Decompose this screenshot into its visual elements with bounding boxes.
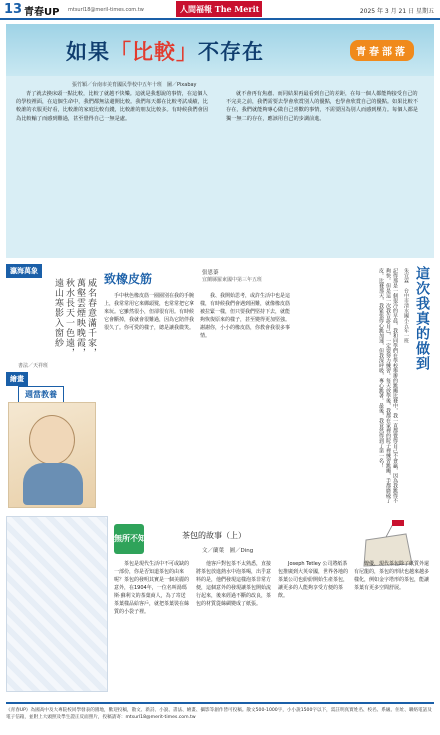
painting-label: 繪畫 [6,372,28,386]
middle-article [102,264,292,510]
title-suffix: （上） [222,531,246,540]
issue-date: 2025 年 3 月 21 日 星期五 [359,8,434,15]
calligraphy-poem: 威名春意滿千家，萬壑雲煙映晚霞，秋水長天一色遠，遠山寒影入窗紗 [53,278,96,358]
section-name: 青春UP [24,7,60,18]
title-quote: 「比較」 [110,40,198,64]
portrait-face [29,415,75,465]
article-body-left: 手中秋色橡皮筋一圈圈別在我的手腕上，我常常用它來綁頭髮，也常常把它拿來玩。它雖然很小，但卻很有用。有時候它會斷掉，我就會很難過，因為它陪伴我很久了。你可愛的樣子，總是讓我微笑。 [104,293,194,331]
left-panel [6,264,98,510]
article-body-col-3: Joseph Tetley 公司將紙茶包推廣到大英帝國，世界各地的茶葉公司也紛紛開始生產茶包，讓更多的人能夠享受方便的茶飲。 [278,561,348,599]
article-school: 宜蘭縣羅東國中第三年五班 [202,277,263,283]
cartoon-illustration [6,516,108,692]
calligraphy-credit: 書法／天祥班 [18,363,49,369]
contact-address: mtsurl18@meril-times.com.tw [68,7,144,13]
bottom-article [6,516,434,696]
painting-subtitle: 週當教養 [18,386,64,403]
article-body-col-2: 他客戶對包茶不太熟悉，直接將茶包放進熱水中泡茶喝，出乎意料的是，他們發現這樣泡茶非常方便，這個意外的發現讓茶包開始流行起來，後來經過不斷的改良，茶包的材質從絲綢變成了紙張。 [196,561,272,607]
page-header [0,0,440,20]
top-article [6,24,434,258]
portrait-body [23,463,83,505]
calligraphy-label: 瀛海萬象 [6,264,42,278]
article-body-col-1: 茶包是現代生活中不可或缺的一部份，你是否知道茶包的由來呢？茶包的發明其實是一個美麗的意外，在1904年，一位名叫湯瑪斯·蘇利文的茶葉商人，為了寄送茶葉樣品給客戶，就把茶葉裝在絲質的小袋子裡。 [114,561,190,615]
submission-notice: 《青春UP》為國高中及大專院校同學發表的園地，歡迎投稿，散文、新詩、小說、書法、繪畫、攝影等創作皆可投稿。散文500-1000字，小小說1500字以下，需註明真實姓名、校名、系級、住址、聯絡電話及電子信箱，並附上大頭照及學生證正反面照片，投稿請寄：mtsurl18@merit-times.com.tw [6,702,434,732]
page-number: 13 [4,2,23,17]
article-title: 致橡皮筋 [104,272,153,286]
portrait-drawing [8,402,96,508]
column-badge: 無所不知 [114,524,144,554]
article-body-left: 青了就去換床頭一點比較，比較了就越不快樂。這就是我想說的事情，在這個人的學校裡面，在這個生命中，我們都無法避開比較。我們每天都在比較考試成績，比較誰的衣服更好看，比較誰的家庭比較有錢，比較誰的朋友比較多。有時候我們會因為比較輸了而感到難過，甚至覺得自己一無是處。 [16,91,208,122]
article-author: 文／蘭葉 圖／Ding [202,548,254,554]
title-main: 茶包的故事 [182,531,222,540]
title-part-2: 不存在 [198,40,264,64]
article-title [182,526,246,542]
article-body-right: 我、我開始思考，或許生活中也是這樣，有時候我們會遇到困難，就像橡皮筋被拉緊一樣，但只要我們堅持下去，就能夠恢復原來的樣子，甚至變得更加堅強。謝謝你，小小的橡皮筋，你教會我很多事情。 [200,293,290,339]
article-title [66,36,264,66]
article-body: 記得那是一個很冷的早晨，我和同學們在學校舉辦的跳繩比賽中，我一直都覺得自己不會贏，因為我跳得不夠快。但是這一次我告訴自己，一定要努力練習。每天放學後，我都在家裡的院子裡練習跳繩，手都磨破了皮。比賽那天，我緊張得心跳加速，但我深呼吸，專心跳著。最後，我竟然得到了第一名！ [378,268,398,503]
article-byline: 張竹穎／台南市美育國民學校中五年十班 圖／Pixabay [72,82,197,88]
column-badge: 青春部落 [350,40,414,61]
article-author: 張恩蓁 [202,270,219,276]
article-author: 朱宜霖 台中市清水國小五年一班 [403,268,409,343]
article-body-right: 就不會再有焦慮、而同結果再最看到自己的差距，在每一個人都能夠接受自己的不完美之前，我們需要去學會欣賞別人的優點，也學會欣賞自己的優點。如果比較不存在，我們就能夠專心做自己喜歡的事情，不需要因為別人而感到壓力。每個人都是獨一無二的存在，應該用自己的步調前進。 [226,91,418,122]
right-article [296,264,434,510]
newspaper-logo: 人間福報 The Merit Times [176,1,262,17]
title-part-1: 如果 [66,40,110,64]
article-body-col-4: 聲優，現代茶包除了紙質外還有尼龍的，茶包的形狀也越來越多樣化，例如金字塔形的茶包，能讓茶葉有更多空間舒展。 [354,561,430,591]
article-title: 這次我真的做到 [414,266,430,371]
